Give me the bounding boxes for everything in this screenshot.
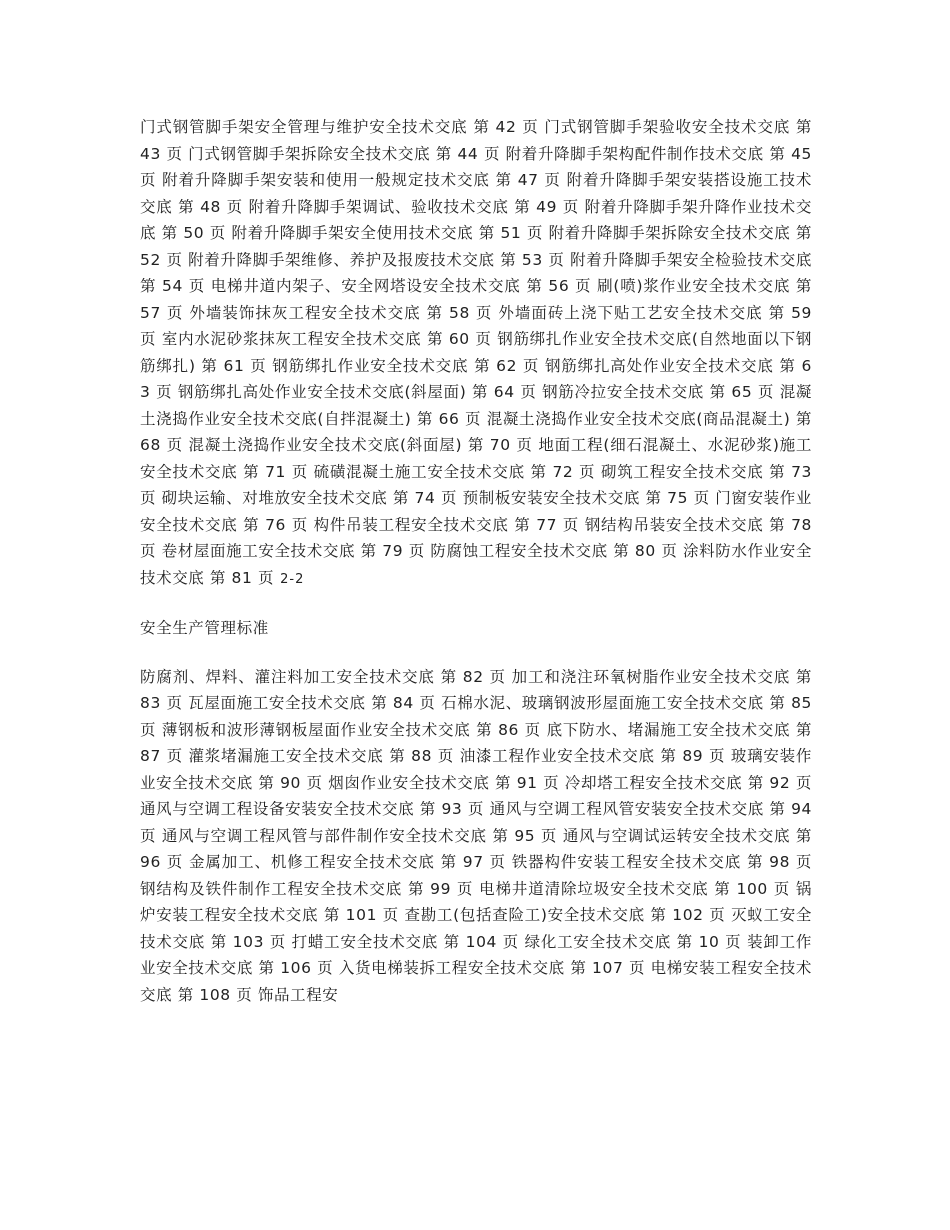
toc-paragraph-2: 防腐剂、焊料、灌注料加工安全技术交底 第 82 页 加工和浇注环氧树脂作业安全技术交底 第 83 页 瓦屋面施工安全技术交底 第 84 页 石棉水泥、玻璃钢波形屋面施工安全技术交底 第 85 页 薄钢板和波形薄钢板屋面作业安全技术交底 第 86 页 底下防水、堵漏施工安全技术交底 第 87 页 灌浆堵漏施工安全技术交底 第 88 页 油漆工程作业安全技术交底 第 89 页 玻璃安装作业安全技术交底 第 90 页 烟囱作业安全技术交底 第 91 页 冷却塔工程安全技术交底 第 92 页 通风与空调工程设备安装安全技术交底 第 93 页 通风与空调工程风管安装安全技术交底 第 94 页 通风与空调工程风管与部件制作安全技术交底 第 95 页 通风与空调试运转安全技术交底 第 96 页 金属加工、机修工程安全技术交底 第 97 页 铁器构件安装工程安全技术交底 第 98 页 钢结构及铁件制作工程安全技术交底 第 99 页 电梯井道清除垃圾安全技术交底 第 100 页 锅炉安装工程安全技术交底 第 101 页 查勘工(包括查险工)安全技术交底 第 102 页 灭蚁工安全技术交底 第 103 页 打蜡工安全技术交底 第 104 页 绿化工安全技术交底 第 10 页 装卸工作业安全技术交底 第 106 页 入货电梯装拆工程安全技术交底 第 107 页 电梯安装工程安全技术交底 第 108 页 饰品工程安 [140,667,812,1004]
section-heading: 安全生产管理标准 [140,619,269,637]
page-marker: 2-2 [280,571,305,587]
document-page [140,114,812,1008]
toc-paragraph-1-text: 门式钢管脚手架安全管理与维护安全技术交底 第 42 页 门式钢管脚手架验收安全技术交底 第 43 页 门式钢管脚手架拆除安全技术交底 第 44 页 附着升降脚手架构配件制作技术交底 第 45 页 附着升降脚手架安装和使用一般规定技术交底 第 47 页 附着升降脚手架安装搭设施工技术交底 第 48 页 附着升降脚手架调试、验收技术交底 第 49 页 附着升降脚手架升降作业技术交底 第 50 页 附着升降脚手架安全使用技术交底 第 51 页 附着升降脚手架拆除安全技术交底 第 52 页 附着升降脚手架维修、养护及报废技术交底 第 53 页 附着升降脚手架安全检验技术交底 第 54 页 电梯井道内架子、安全网塔设安全技术交底 第 56 页 刷(喷)浆作业安全技术交底 第 57 页 外墙装饰抹灰工程安全技术交底 第 58 页 外墙面砖上浇下贴工艺安全技术交底 第 59 页 室内水泥砂浆抹灰工程安全技术交底 第 60 页 钢筋绑扎作业安全技术交底(自然地面以下钢筋绑扎) 第 61 页 钢筋绑扎作业安全技术交底 第 62 页 钢筋绑扎高处作业安全技术交底 第 63 页 钢筋绑扎高处作业安全技术交底(斜屋面) 第 64 页 钢筋冷拉安全技术交底 第 65 页 混凝土浇捣作业安全技术交底(自拌混凝土) 第 66 页 混凝土浇捣作业安全技术交底(商品混凝土) 第 68 页 混凝土浇捣作业安全技术交底(斜面屋) 第 70 页 地面工程(细石混凝土、水泥砂浆)施工安全技术交底 第 71 页 硫磺混凝土施工安全技术交底 第 72 页 砌筑工程安全技术交底 第 73 页 砌块运输、对堆放安全技术交底 第 74 页 预制板安装安全技术交底 第 75 页 门窗安装作业安全技术交底 第 76 页 构件吊装工程安全技术交底 第 77 页 钢结构吊装安全技术交底 第 78 页 卷材屋面施工安全技术交底 第 79 页 防腐蚀工程安全技术交底 第 80 页 涂料防水作业安全技术交底 第 81 页 [140,118,812,587]
toc-paragraph-1 [140,114,812,593]
